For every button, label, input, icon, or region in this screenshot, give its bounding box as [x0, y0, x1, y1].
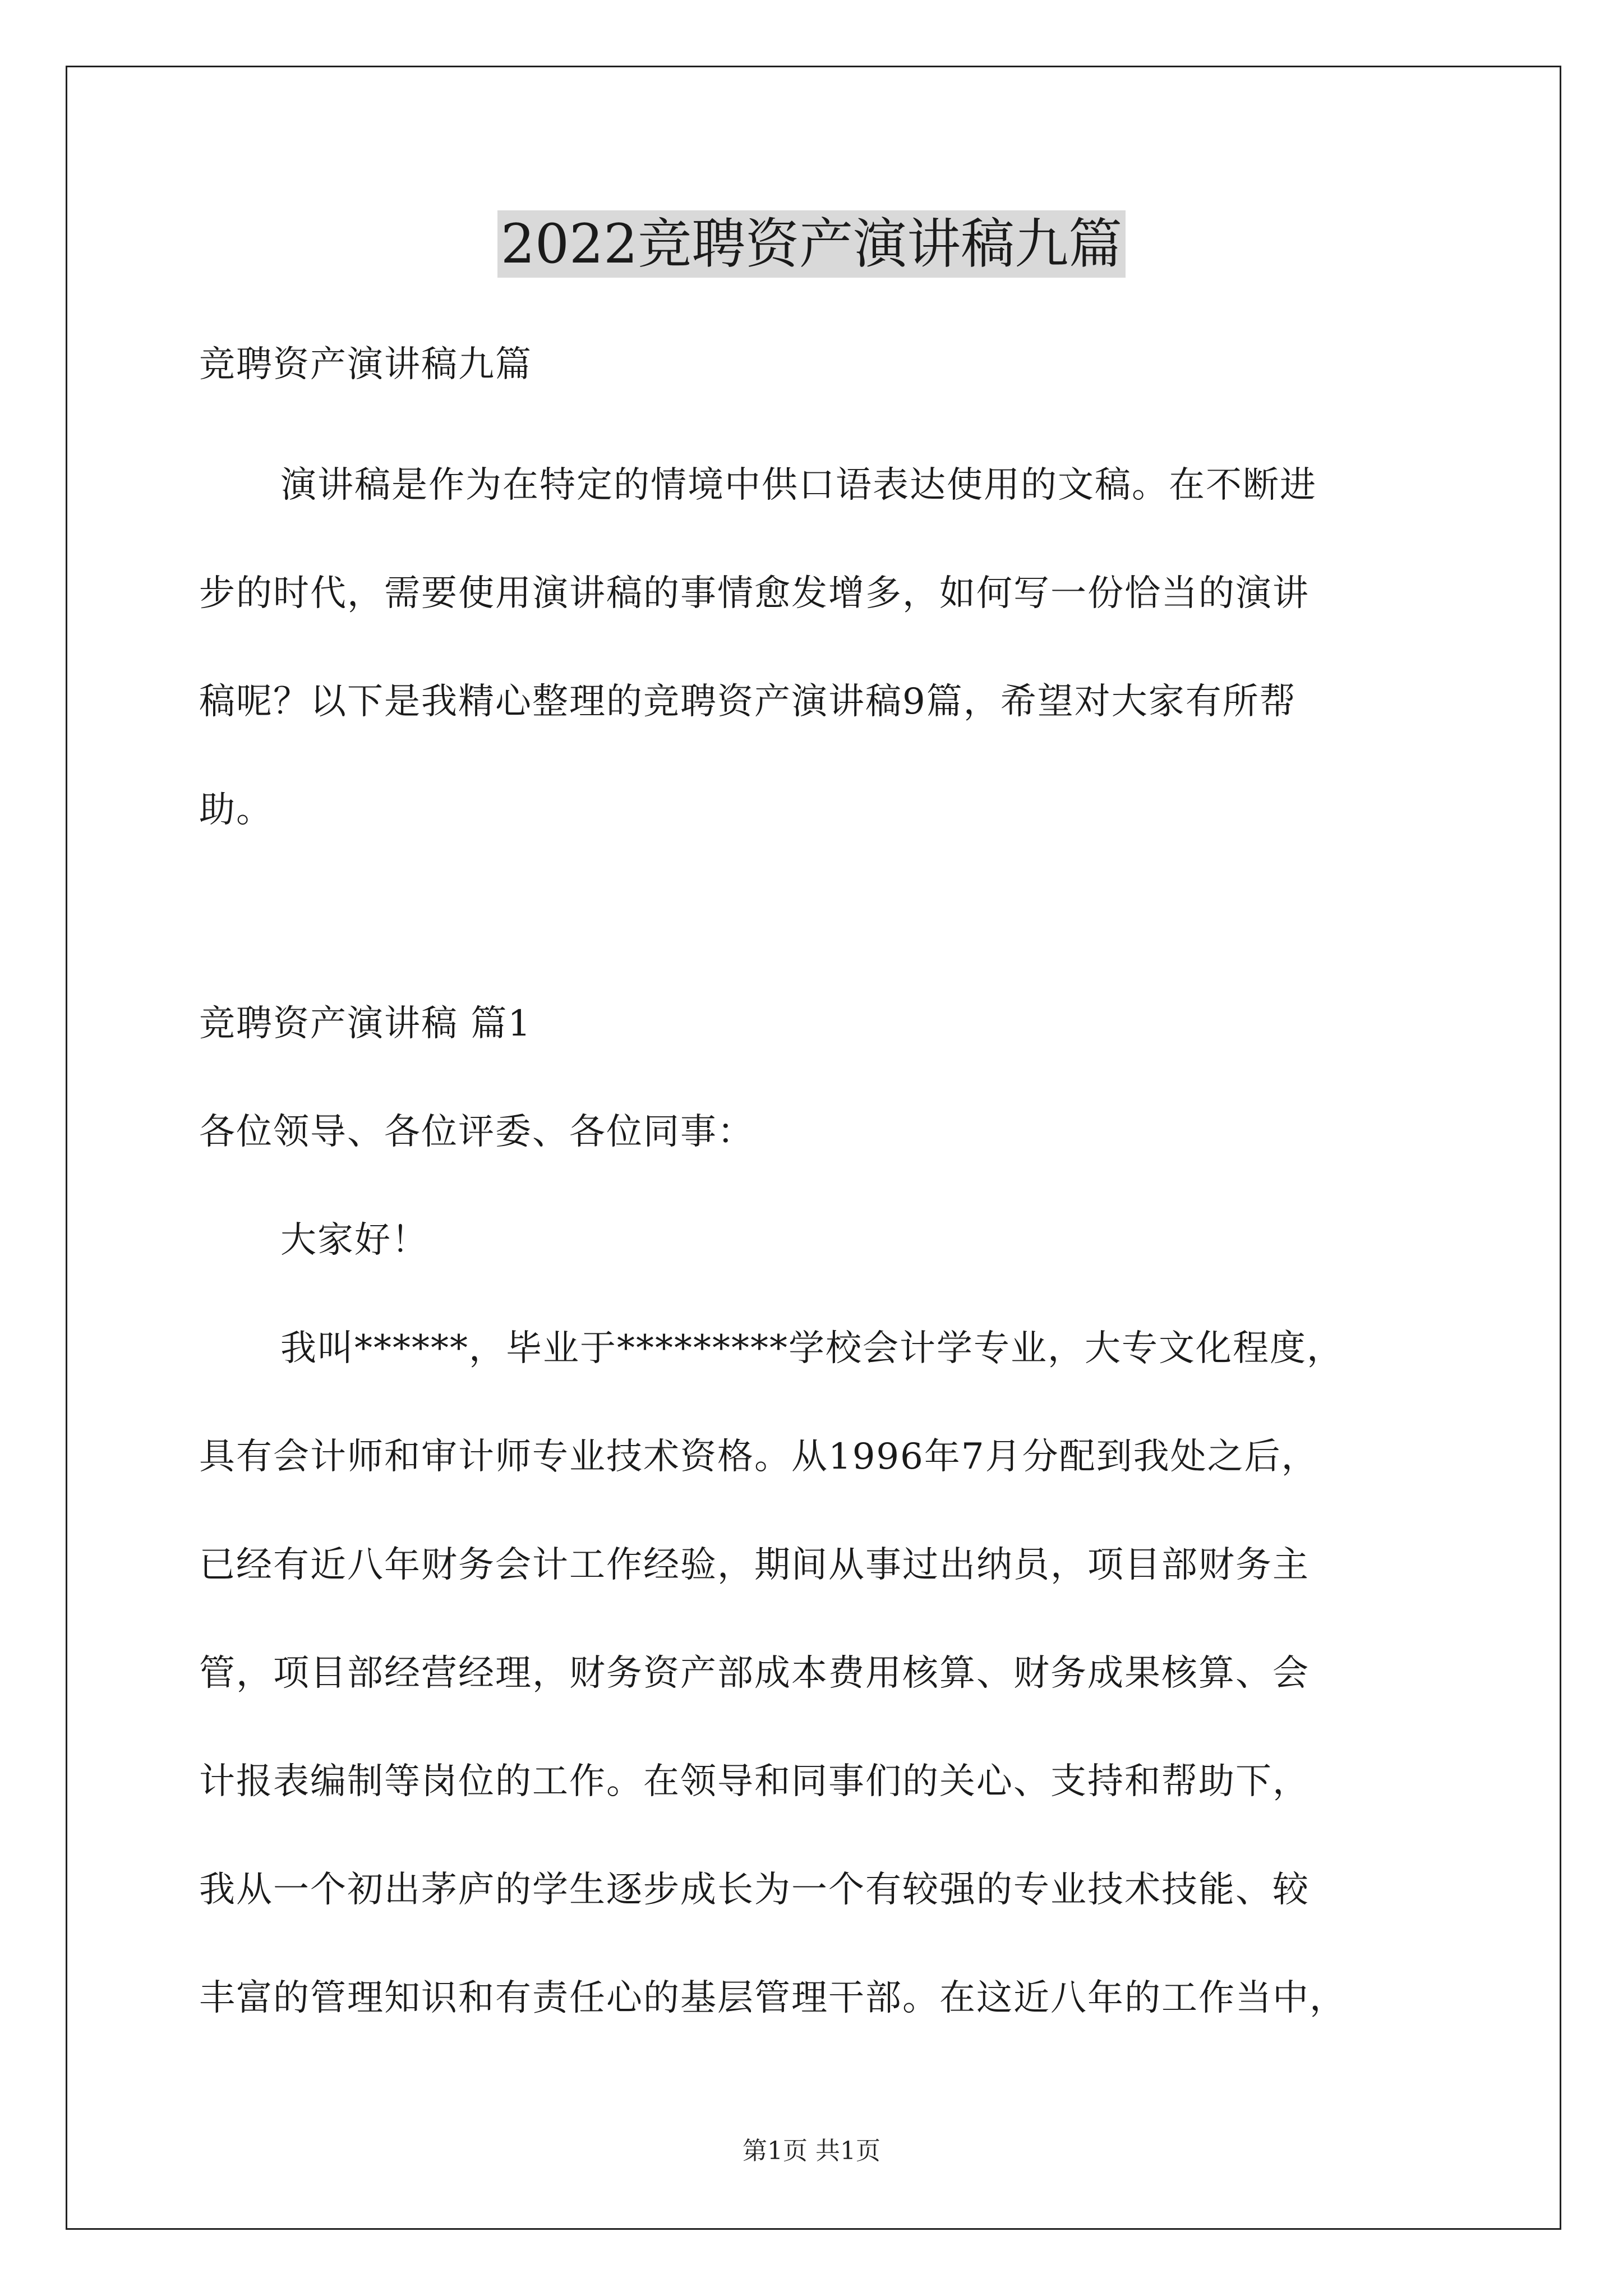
- section-heading: 竞聘资产演讲稿 篇1: [199, 1003, 532, 1045]
- body-line: 管，项目部经营经理，财务资产部成本费用核算、财务成果核算、会: [199, 1653, 1310, 1694]
- subtitle: 竞聘资产演讲稿九篇: [199, 344, 532, 385]
- salutation: 各位领导、各位评委、各位同事：: [199, 1111, 754, 1153]
- body-line: 计报表编制等岗位的工作。在领导和同事们的关心、支持和帮助下，: [199, 1761, 1310, 1802]
- body-line: 我从一个初出茅庐的学生逐步成长为一个有较强的专业技术技能、较: [199, 1869, 1310, 1911]
- body-line: 丰富的管理知识和有责任心的基层管理干部。在这近八年的工作当中，: [199, 1977, 1347, 2019]
- body-line: 已经有近八年财务会计工作经验，期间从事过出纳员，项目部财务主: [199, 1544, 1310, 1586]
- document-title-text: 2022竞聘资产演讲稿九篇: [497, 210, 1126, 278]
- body-line: 具有会计师和审计师专业技术资格。从1996年7月分配到我处之后，: [199, 1436, 1318, 1478]
- page-footer: 第1页 共1页: [743, 2137, 880, 2165]
- intro-line: 助。: [199, 789, 273, 831]
- intro-line: 步的时代，需要使用演讲稿的事情愈发增多，如何写一份恰当的演讲: [199, 573, 1310, 614]
- intro-line: 演讲稿是作为在特定的情境中供口语表达使用的文稿。在不断进: [280, 464, 1317, 506]
- greeting: 大家好！: [280, 1220, 428, 1261]
- document-title: [0, 205, 1623, 283]
- body-line: 我叫******，毕业于*********学校会计学专业，大专文化程度，: [280, 1328, 1344, 1369]
- intro-line: 稿呢？以下是我精心整理的竞聘资产演讲稿9篇，希望对大家有所帮: [199, 681, 1297, 723]
